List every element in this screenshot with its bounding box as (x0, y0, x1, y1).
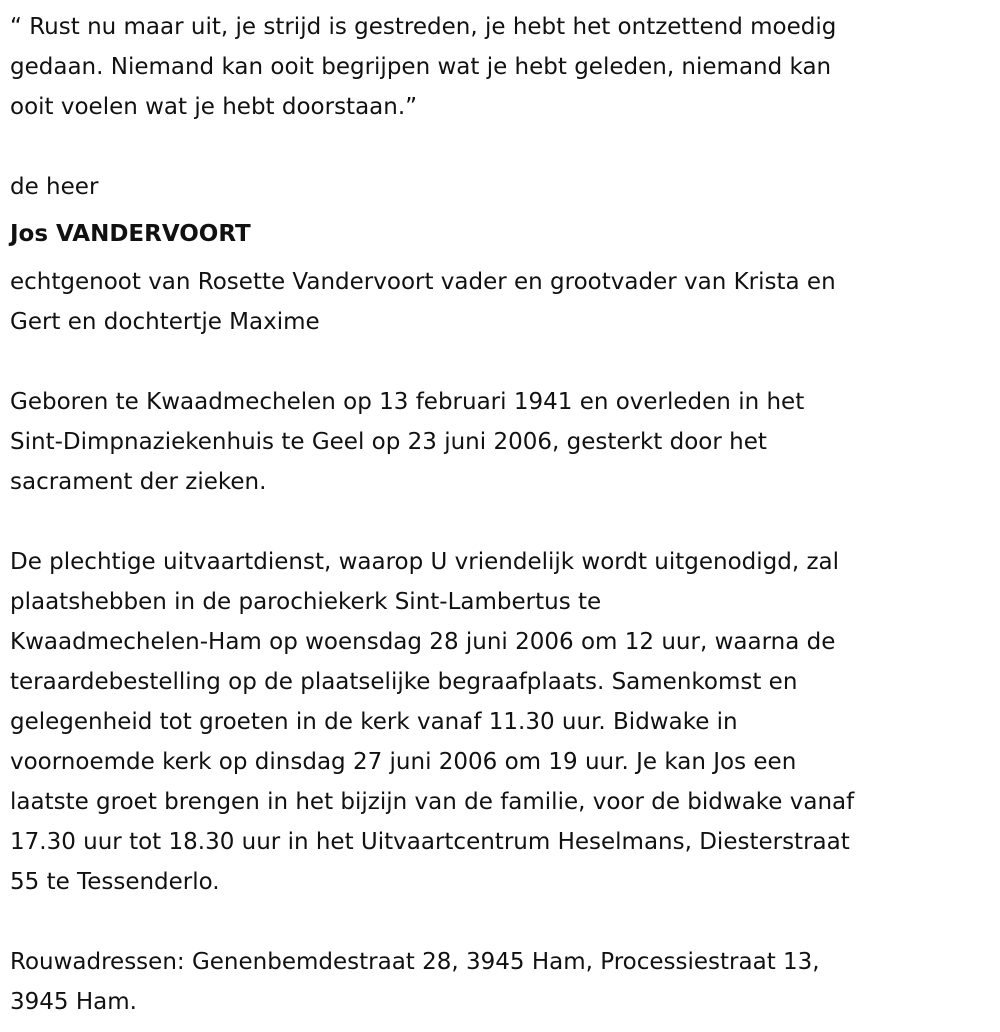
birth-death-paragraph (10, 382, 854, 502)
deceased-name: Jos VANDERVOORT (10, 221, 251, 247)
funeral-line: laatste groet brengen in het bijzijn van de familie, voor de bidwake vanaf (10, 789, 855, 815)
quote-line: ooit voelen wat je hebt doorstaan.” (10, 94, 418, 120)
quote (10, 7, 854, 127)
obituary-text (10, 7, 854, 1022)
birth-death-line: sacrament der zieken. (10, 469, 267, 495)
salutation: de heer (10, 174, 99, 200)
relations (10, 262, 854, 342)
birth-death-line: Sint-Dimpnaziekenhuis te Geel op 23 juni 2006, gesterkt door het (10, 429, 767, 455)
funeral-line: gelegenheid tot groeten in de kerk vanaf 11.30 uur. Bidwake in (10, 709, 738, 735)
funeral-line: plaatshebben in de parochiekerk Sint-Lambertus te (10, 589, 602, 615)
funeral-line: teraardebestelling op de plaatselijke begraafplaats. Samenkomst en (10, 669, 798, 695)
birth-death-line: Geboren te Kwaadmechelen op 13 februari 1941 en overleden in het (10, 389, 805, 415)
funeral-paragraph (10, 542, 854, 902)
addresses-paragraph (10, 942, 854, 1022)
addresses-line: Rouwadressen: Genenbemdestraat 28, 3945 Ham, Processiestraat 13, (10, 949, 820, 975)
funeral-line: 17.30 uur tot 18.30 uur in het Uitvaartcentrum Heselmans, Diesterstraat (10, 829, 850, 855)
addresses-line: 3945 Ham. (10, 989, 137, 1015)
relations-line: Gert en dochtertje Maxime (10, 309, 320, 335)
funeral-line: Kwaadmechelen-Ham op woensdag 28 juni 2006 om 12 uur, waarna de (10, 629, 836, 655)
funeral-line: voornoemde kerk op dinsdag 27 juni 2006 om 19 uur. Je kan Jos een (10, 749, 797, 775)
quote-line: gedaan. Niemand kan ooit begrijpen wat je hebt geleden, niemand kan (10, 54, 832, 80)
funeral-line: 55 te Tessenderlo. (10, 869, 220, 895)
relations-line: echtgenoot van Rosette Vandervoort vader en grootvader van Krista en (10, 269, 836, 295)
funeral-line: De plechtige uitvaartdienst, waarop U vriendelijk wordt uitgenodigd, zal (10, 549, 840, 575)
quote-line: “ Rust nu maar uit, je strijd is gestreden, je hebt het ontzettend moedig (10, 14, 837, 40)
